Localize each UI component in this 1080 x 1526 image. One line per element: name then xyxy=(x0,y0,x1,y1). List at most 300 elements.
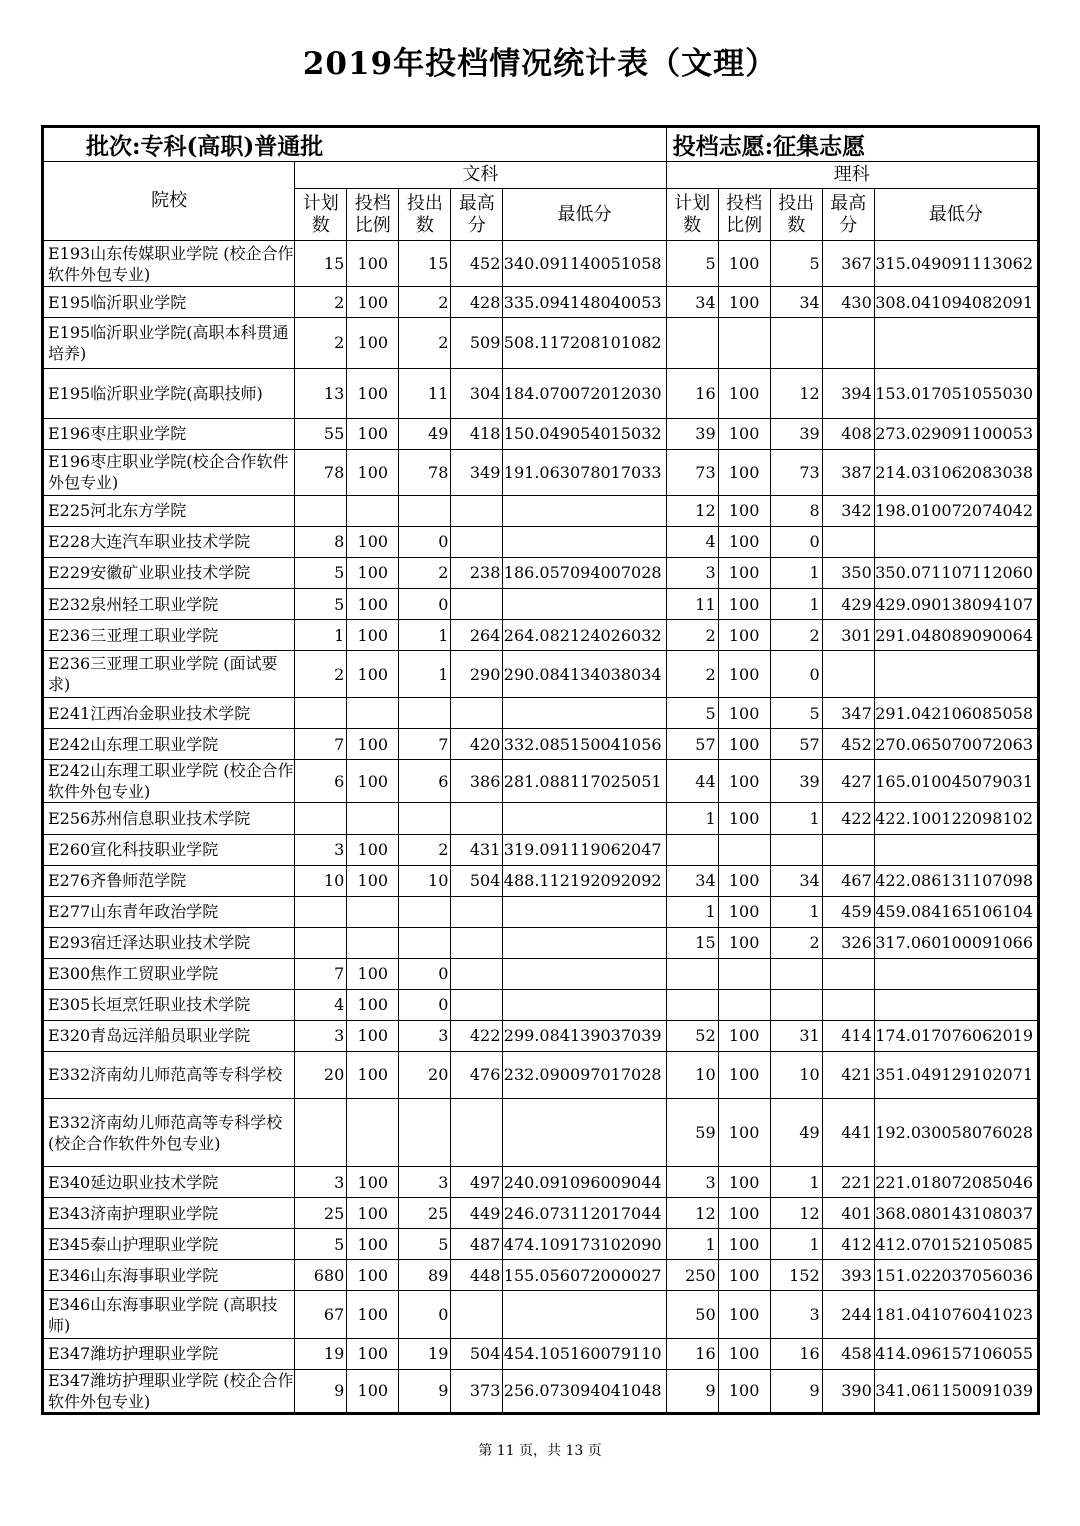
l-out-cell: 12 xyxy=(770,1198,822,1229)
l-max-cell: 342 xyxy=(822,495,874,526)
w-ratio-cell: 100 xyxy=(347,834,399,865)
w-min-cell: 155.056072000027 xyxy=(503,1260,666,1291)
w-ratio-cell: 100 xyxy=(347,760,399,803)
l-plan-cell: 5 xyxy=(666,698,718,729)
w-min-cell: 246.073112017044 xyxy=(503,1198,666,1229)
school-cell: E196枣庄职业学院 xyxy=(43,418,295,449)
w-plan-cell xyxy=(295,927,347,958)
school-cell: E320青岛远洋船员职业学院 xyxy=(43,1020,295,1051)
w-min-cell: 256.073094041048 xyxy=(503,1369,666,1413)
w-out-cell: 49 xyxy=(399,418,451,449)
table-row xyxy=(43,958,1039,989)
table-row xyxy=(43,729,1039,760)
w-out-cell: 0 xyxy=(399,588,451,619)
school-cell: E232泉州轻工职业学院 xyxy=(43,588,295,619)
w-max-cell: 428 xyxy=(451,287,503,318)
table-row xyxy=(43,287,1039,318)
l-plan-cell xyxy=(666,318,718,368)
l-plan-cell: 34 xyxy=(666,287,718,318)
admission-table xyxy=(41,125,1040,1415)
l-min-cell: 351.049129102071 xyxy=(874,1051,1038,1098)
l-out-cell: 2 xyxy=(770,620,822,651)
w-plan-cell xyxy=(295,495,347,526)
l-plan-cell: 1 xyxy=(666,1229,718,1260)
w-plan-cell: 3 xyxy=(295,1020,347,1051)
school-cell: E345泰山护理职业学院 xyxy=(43,1229,295,1260)
min-header: 最低分 xyxy=(874,189,1038,241)
header-row-1 xyxy=(43,162,1039,189)
w-plan-cell: 680 xyxy=(295,1260,347,1291)
l-ratio-cell: 100 xyxy=(718,1260,770,1291)
l-out-cell: 16 xyxy=(770,1338,822,1369)
l-ratio-cell: 100 xyxy=(718,241,770,287)
w-max-cell xyxy=(451,588,503,619)
l-plan-cell: 1 xyxy=(666,896,718,927)
l-out-cell: 8 xyxy=(770,495,822,526)
school-cell: E346山东海事职业学院 xyxy=(43,1260,295,1291)
l-ratio-cell: 100 xyxy=(718,1198,770,1229)
w-plan-cell: 3 xyxy=(295,1167,347,1198)
w-out-cell xyxy=(399,1099,451,1167)
l-out-cell: 2 xyxy=(770,927,822,958)
l-ratio-cell: 100 xyxy=(718,557,770,588)
w-max-cell: 448 xyxy=(451,1260,503,1291)
l-max-cell xyxy=(822,526,874,557)
w-out-cell: 0 xyxy=(399,526,451,557)
w-ratio-cell: 100 xyxy=(347,1229,399,1260)
w-max-cell xyxy=(451,495,503,526)
w-out-cell: 7 xyxy=(399,729,451,760)
w-ratio-cell: 100 xyxy=(347,368,399,418)
l-plan-cell: 73 xyxy=(666,449,718,495)
w-min-cell: 299.084139037039 xyxy=(503,1020,666,1051)
w-plan-cell: 78 xyxy=(295,449,347,495)
school-cell: E242山东理工职业学院 xyxy=(43,729,295,760)
w-out-cell: 9 xyxy=(399,1369,451,1413)
w-ratio-cell xyxy=(347,698,399,729)
w-min-cell xyxy=(503,1291,666,1338)
l-max-cell: 441 xyxy=(822,1099,874,1167)
w-min-cell xyxy=(503,588,666,619)
l-min-cell xyxy=(874,989,1038,1020)
l-min-cell: 429.090138094107 xyxy=(874,588,1038,619)
w-plan-cell: 67 xyxy=(295,1291,347,1338)
l-out-cell: 31 xyxy=(770,1020,822,1051)
l-ratio-cell: 100 xyxy=(718,1020,770,1051)
w-max-cell: 418 xyxy=(451,418,503,449)
table-row xyxy=(43,1229,1039,1260)
l-out-cell: 0 xyxy=(770,651,822,698)
l-plan-cell: 9 xyxy=(666,1369,718,1413)
w-out-cell: 6 xyxy=(399,760,451,803)
w-out-cell xyxy=(399,698,451,729)
l-min-cell xyxy=(874,318,1038,368)
wenke-header: 文科 xyxy=(295,162,666,189)
l-min-cell: 368.080143108037 xyxy=(874,1198,1038,1229)
school-cell: E193山东传媒职业学院 (校企合作软件外包专业) xyxy=(43,241,295,287)
l-ratio-cell: 100 xyxy=(718,287,770,318)
l-min-cell: 273.029091100053 xyxy=(874,418,1038,449)
l-ratio-cell: 100 xyxy=(718,368,770,418)
l-plan-cell: 2 xyxy=(666,651,718,698)
w-plan-cell: 7 xyxy=(295,958,347,989)
table-row xyxy=(43,1198,1039,1229)
l-min-cell: 192.030058076028 xyxy=(874,1099,1038,1167)
w-out-cell xyxy=(399,803,451,834)
l-plan-cell: 50 xyxy=(666,1291,718,1338)
min-header: 最低分 xyxy=(503,189,666,241)
l-max-cell: 458 xyxy=(822,1338,874,1369)
l-ratio-cell: 100 xyxy=(718,1099,770,1167)
w-out-cell: 0 xyxy=(399,958,451,989)
l-max-cell: 408 xyxy=(822,418,874,449)
l-max-cell: 347 xyxy=(822,698,874,729)
school-cell: E242山东理工职业学院 (校企合作软件外包专业) xyxy=(43,760,295,803)
w-out-cell xyxy=(399,896,451,927)
w-min-cell: 488.112192092092 xyxy=(503,865,666,896)
w-plan-cell: 2 xyxy=(295,651,347,698)
w-plan-cell: 20 xyxy=(295,1051,347,1098)
school-cell: E277山东青年政治学院 xyxy=(43,896,295,927)
l-plan-cell: 57 xyxy=(666,729,718,760)
w-min-cell xyxy=(503,989,666,1020)
l-out-cell xyxy=(770,989,822,1020)
w-out-cell: 2 xyxy=(399,287,451,318)
table-row xyxy=(43,557,1039,588)
l-plan-cell: 16 xyxy=(666,1338,718,1369)
l-out-cell: 1 xyxy=(770,1229,822,1260)
l-out-cell: 1 xyxy=(770,557,822,588)
l-out-cell: 39 xyxy=(770,760,822,803)
table-row xyxy=(43,989,1039,1020)
l-min-cell: 308.041094082091 xyxy=(874,287,1038,318)
w-ratio-cell xyxy=(347,1099,399,1167)
w-plan-cell: 5 xyxy=(295,1229,347,1260)
w-out-cell: 25 xyxy=(399,1198,451,1229)
w-min-cell: 454.105160079110 xyxy=(503,1338,666,1369)
table-row xyxy=(43,1291,1039,1338)
l-ratio-cell: 100 xyxy=(718,1051,770,1098)
l-plan-cell: 12 xyxy=(666,495,718,526)
w-max-cell: 504 xyxy=(451,865,503,896)
w-min-cell: 232.090097017028 xyxy=(503,1051,666,1098)
table-row xyxy=(43,927,1039,958)
w-min-cell xyxy=(503,526,666,557)
table-row xyxy=(43,803,1039,834)
l-max-cell: 393 xyxy=(822,1260,874,1291)
l-out-cell: 152 xyxy=(770,1260,822,1291)
l-out-cell: 34 xyxy=(770,865,822,896)
w-out-cell: 2 xyxy=(399,557,451,588)
l-ratio-cell: 100 xyxy=(718,729,770,760)
l-min-cell: 198.010072074042 xyxy=(874,495,1038,526)
l-ratio-cell: 100 xyxy=(718,651,770,698)
w-plan-cell: 3 xyxy=(295,834,347,865)
w-max-cell xyxy=(451,989,503,1020)
l-plan-cell xyxy=(666,989,718,1020)
l-out-cell: 34 xyxy=(770,287,822,318)
w-plan-cell: 9 xyxy=(295,1369,347,1413)
w-ratio-cell: 100 xyxy=(347,958,399,989)
max-header: 最高分 xyxy=(822,189,874,241)
w-ratio-cell: 100 xyxy=(347,1369,399,1413)
w-out-cell: 20 xyxy=(399,1051,451,1098)
l-ratio-cell: 100 xyxy=(718,1167,770,1198)
w-out-cell: 0 xyxy=(399,989,451,1020)
w-min-cell xyxy=(503,958,666,989)
w-max-cell xyxy=(451,927,503,958)
l-out-cell: 1 xyxy=(770,803,822,834)
l-ratio-cell: 100 xyxy=(718,588,770,619)
w-out-cell: 2 xyxy=(399,318,451,368)
w-max-cell: 264 xyxy=(451,620,503,651)
w-ratio-cell: 100 xyxy=(347,287,399,318)
ratio-header: 投档比例 xyxy=(347,189,399,241)
school-cell: E293宿迁泽达职业技术学院 xyxy=(43,927,295,958)
l-ratio-cell xyxy=(718,958,770,989)
w-out-cell: 0 xyxy=(399,1291,451,1338)
l-max-cell: 301 xyxy=(822,620,874,651)
l-max-cell: 467 xyxy=(822,865,874,896)
table-row xyxy=(43,495,1039,526)
w-max-cell xyxy=(451,1291,503,1338)
table-row xyxy=(43,1369,1039,1413)
l-min-cell: 291.048089090064 xyxy=(874,620,1038,651)
l-max-cell xyxy=(822,834,874,865)
school-cell: E195临沂职业学院(高职技师) xyxy=(43,368,295,418)
w-out-cell: 3 xyxy=(399,1167,451,1198)
w-plan-cell: 15 xyxy=(295,241,347,287)
w-min-cell xyxy=(503,698,666,729)
l-plan-cell: 59 xyxy=(666,1099,718,1167)
w-max-cell: 452 xyxy=(451,241,503,287)
l-plan-cell xyxy=(666,958,718,989)
w-min-cell: 186.057094007028 xyxy=(503,557,666,588)
w-max-cell: 497 xyxy=(451,1167,503,1198)
w-plan-cell: 2 xyxy=(295,318,347,368)
l-max-cell: 244 xyxy=(822,1291,874,1338)
w-min-cell xyxy=(503,1099,666,1167)
l-ratio-cell: 100 xyxy=(718,698,770,729)
l-max-cell: 414 xyxy=(822,1020,874,1051)
l-min-cell: 422.086131107098 xyxy=(874,865,1038,896)
w-ratio-cell: 100 xyxy=(347,526,399,557)
l-min-cell: 459.084165106104 xyxy=(874,896,1038,927)
page-title: 2019年投档情况统计表（文理） xyxy=(302,46,778,82)
l-out-cell: 12 xyxy=(770,368,822,418)
table-row xyxy=(43,698,1039,729)
school-cell: E260宣化科技职业学院 xyxy=(43,834,295,865)
w-min-cell: 340.091140051058 xyxy=(503,241,666,287)
l-ratio-cell: 100 xyxy=(718,896,770,927)
l-max-cell xyxy=(822,989,874,1020)
school-cell: E276齐鲁师范学院 xyxy=(43,865,295,896)
school-cell: E228大连汽车职业技术学院 xyxy=(43,526,295,557)
l-plan-cell: 3 xyxy=(666,1167,718,1198)
ratio-header: 投档比例 xyxy=(718,189,770,241)
l-plan-cell: 3 xyxy=(666,557,718,588)
school-cell: E256苏州信息职业技术学院 xyxy=(43,803,295,834)
w-max-cell: 476 xyxy=(451,1051,503,1098)
l-plan-cell: 34 xyxy=(666,865,718,896)
w-out-cell: 19 xyxy=(399,1338,451,1369)
w-max-cell xyxy=(451,1099,503,1167)
w-ratio-cell: 100 xyxy=(347,989,399,1020)
l-out-cell: 0 xyxy=(770,526,822,557)
school-cell: E332济南幼儿师范高等专科学校(校企合作软件外包专业) xyxy=(43,1099,295,1167)
l-min-cell: 151.022037056036 xyxy=(874,1260,1038,1291)
l-out-cell: 39 xyxy=(770,418,822,449)
w-min-cell: 240.091096009044 xyxy=(503,1167,666,1198)
l-max-cell: 412 xyxy=(822,1229,874,1260)
w-plan-cell xyxy=(295,1099,347,1167)
w-min-cell: 332.085150041056 xyxy=(503,729,666,760)
l-ratio-cell xyxy=(718,989,770,1020)
school-cell: E343济南护理职业学院 xyxy=(43,1198,295,1229)
w-max-cell xyxy=(451,958,503,989)
w-ratio-cell xyxy=(347,803,399,834)
w-ratio-cell xyxy=(347,927,399,958)
w-max-cell xyxy=(451,698,503,729)
w-max-cell: 304 xyxy=(451,368,503,418)
w-out-cell: 2 xyxy=(399,834,451,865)
l-min-cell: 214.031062083038 xyxy=(874,449,1038,495)
l-plan-cell: 10 xyxy=(666,1051,718,1098)
table-row xyxy=(43,1260,1039,1291)
l-ratio-cell: 100 xyxy=(718,865,770,896)
l-max-cell: 350 xyxy=(822,557,874,588)
l-plan-cell: 1 xyxy=(666,803,718,834)
w-plan-cell: 1 xyxy=(295,620,347,651)
l-min-cell: 221.018072085046 xyxy=(874,1167,1038,1198)
w-plan-cell xyxy=(295,896,347,927)
max-header: 最高分 xyxy=(451,189,503,241)
w-plan-cell: 55 xyxy=(295,418,347,449)
l-ratio-cell: 100 xyxy=(718,1291,770,1338)
w-ratio-cell: 100 xyxy=(347,729,399,760)
table-row xyxy=(43,865,1039,896)
school-cell: E236三亚理工职业学院 (面试要求) xyxy=(43,651,295,698)
table-row xyxy=(43,368,1039,418)
batch-row xyxy=(43,127,1039,162)
l-max-cell: 394 xyxy=(822,368,874,418)
l-ratio-cell: 100 xyxy=(718,418,770,449)
l-plan-cell: 39 xyxy=(666,418,718,449)
w-out-cell xyxy=(399,495,451,526)
w-out-cell: 89 xyxy=(399,1260,451,1291)
w-plan-cell: 8 xyxy=(295,526,347,557)
school-cell: E236三亚理工职业学院 xyxy=(43,620,295,651)
school-cell: E347潍坊护理职业学院 xyxy=(43,1338,295,1369)
w-min-cell: 474.109173102090 xyxy=(503,1229,666,1260)
w-ratio-cell: 100 xyxy=(347,449,399,495)
w-out-cell xyxy=(399,927,451,958)
table-row xyxy=(43,588,1039,619)
school-cell: E340延边职业技术学院 xyxy=(43,1167,295,1198)
l-min-cell: 165.010045079031 xyxy=(874,760,1038,803)
l-ratio-cell: 100 xyxy=(718,803,770,834)
w-min-cell: 191.063078017033 xyxy=(503,449,666,495)
w-min-cell: 335.094148040053 xyxy=(503,287,666,318)
table-row xyxy=(43,1020,1039,1051)
school-cell: E347潍坊护理职业学院 (校企合作软件外包专业) xyxy=(43,1369,295,1413)
w-max-cell: 238 xyxy=(451,557,503,588)
school-cell: E305长垣烹饪职业技术学院 xyxy=(43,989,295,1020)
w-plan-cell xyxy=(295,698,347,729)
l-out-cell: 1 xyxy=(770,896,822,927)
l-max-cell: 422 xyxy=(822,803,874,834)
w-max-cell: 349 xyxy=(451,449,503,495)
w-ratio-cell: 100 xyxy=(347,1051,399,1098)
w-max-cell: 504 xyxy=(451,1338,503,1369)
l-max-cell: 387 xyxy=(822,449,874,495)
w-max-cell xyxy=(451,803,503,834)
w-max-cell: 420 xyxy=(451,729,503,760)
table-row xyxy=(43,834,1039,865)
table-row xyxy=(43,1051,1039,1098)
school-cell: E332济南幼儿师范高等专科学校 xyxy=(43,1051,295,1098)
l-out-cell: 57 xyxy=(770,729,822,760)
l-min-cell: 181.041076041023 xyxy=(874,1291,1038,1338)
w-plan-cell: 5 xyxy=(295,588,347,619)
table-row xyxy=(43,318,1039,368)
w-ratio-cell: 100 xyxy=(347,1167,399,1198)
out-header: 投出数 xyxy=(770,189,822,241)
l-out-cell: 73 xyxy=(770,449,822,495)
w-ratio-cell: 100 xyxy=(347,865,399,896)
table-row xyxy=(43,526,1039,557)
plan-header: 计划数 xyxy=(295,189,347,241)
l-ratio-cell: 100 xyxy=(718,495,770,526)
l-min-cell: 341.061150091039 xyxy=(874,1369,1038,1413)
l-plan-cell: 16 xyxy=(666,368,718,418)
l-max-cell: 367 xyxy=(822,241,874,287)
l-out-cell: 1 xyxy=(770,588,822,619)
l-max-cell: 427 xyxy=(822,760,874,803)
table-row xyxy=(43,449,1039,495)
l-ratio-cell: 100 xyxy=(718,1369,770,1413)
school-cell: E300焦作工贸职业学院 xyxy=(43,958,295,989)
batch-label: 批次:专科(高职)普通批 xyxy=(43,127,667,162)
w-ratio-cell: 100 xyxy=(347,1020,399,1051)
w-plan-cell: 4 xyxy=(295,989,347,1020)
w-ratio-cell: 100 xyxy=(347,418,399,449)
w-min-cell xyxy=(503,495,666,526)
l-plan-cell: 2 xyxy=(666,620,718,651)
table-row xyxy=(43,620,1039,651)
w-out-cell: 1 xyxy=(399,651,451,698)
l-min-cell: 153.017051055030 xyxy=(874,368,1038,418)
w-plan-cell: 19 xyxy=(295,1338,347,1369)
school-cell: E225河北东方学院 xyxy=(43,495,295,526)
l-plan-cell: 4 xyxy=(666,526,718,557)
w-min-cell xyxy=(503,927,666,958)
table-row xyxy=(43,1338,1039,1369)
w-out-cell: 3 xyxy=(399,1020,451,1051)
l-max-cell xyxy=(822,318,874,368)
l-ratio-cell: 100 xyxy=(718,526,770,557)
l-ratio-cell xyxy=(718,834,770,865)
w-ratio-cell: 100 xyxy=(347,1291,399,1338)
l-out-cell: 10 xyxy=(770,1051,822,1098)
w-plan-cell: 10 xyxy=(295,865,347,896)
l-max-cell xyxy=(822,958,874,989)
l-min-cell: 412.070152105085 xyxy=(874,1229,1038,1260)
l-out-cell: 5 xyxy=(770,241,822,287)
l-min-cell: 350.071107112060 xyxy=(874,557,1038,588)
l-max-cell: 452 xyxy=(822,729,874,760)
school-cell: E346山东海事职业学院 (高职技师) xyxy=(43,1291,295,1338)
